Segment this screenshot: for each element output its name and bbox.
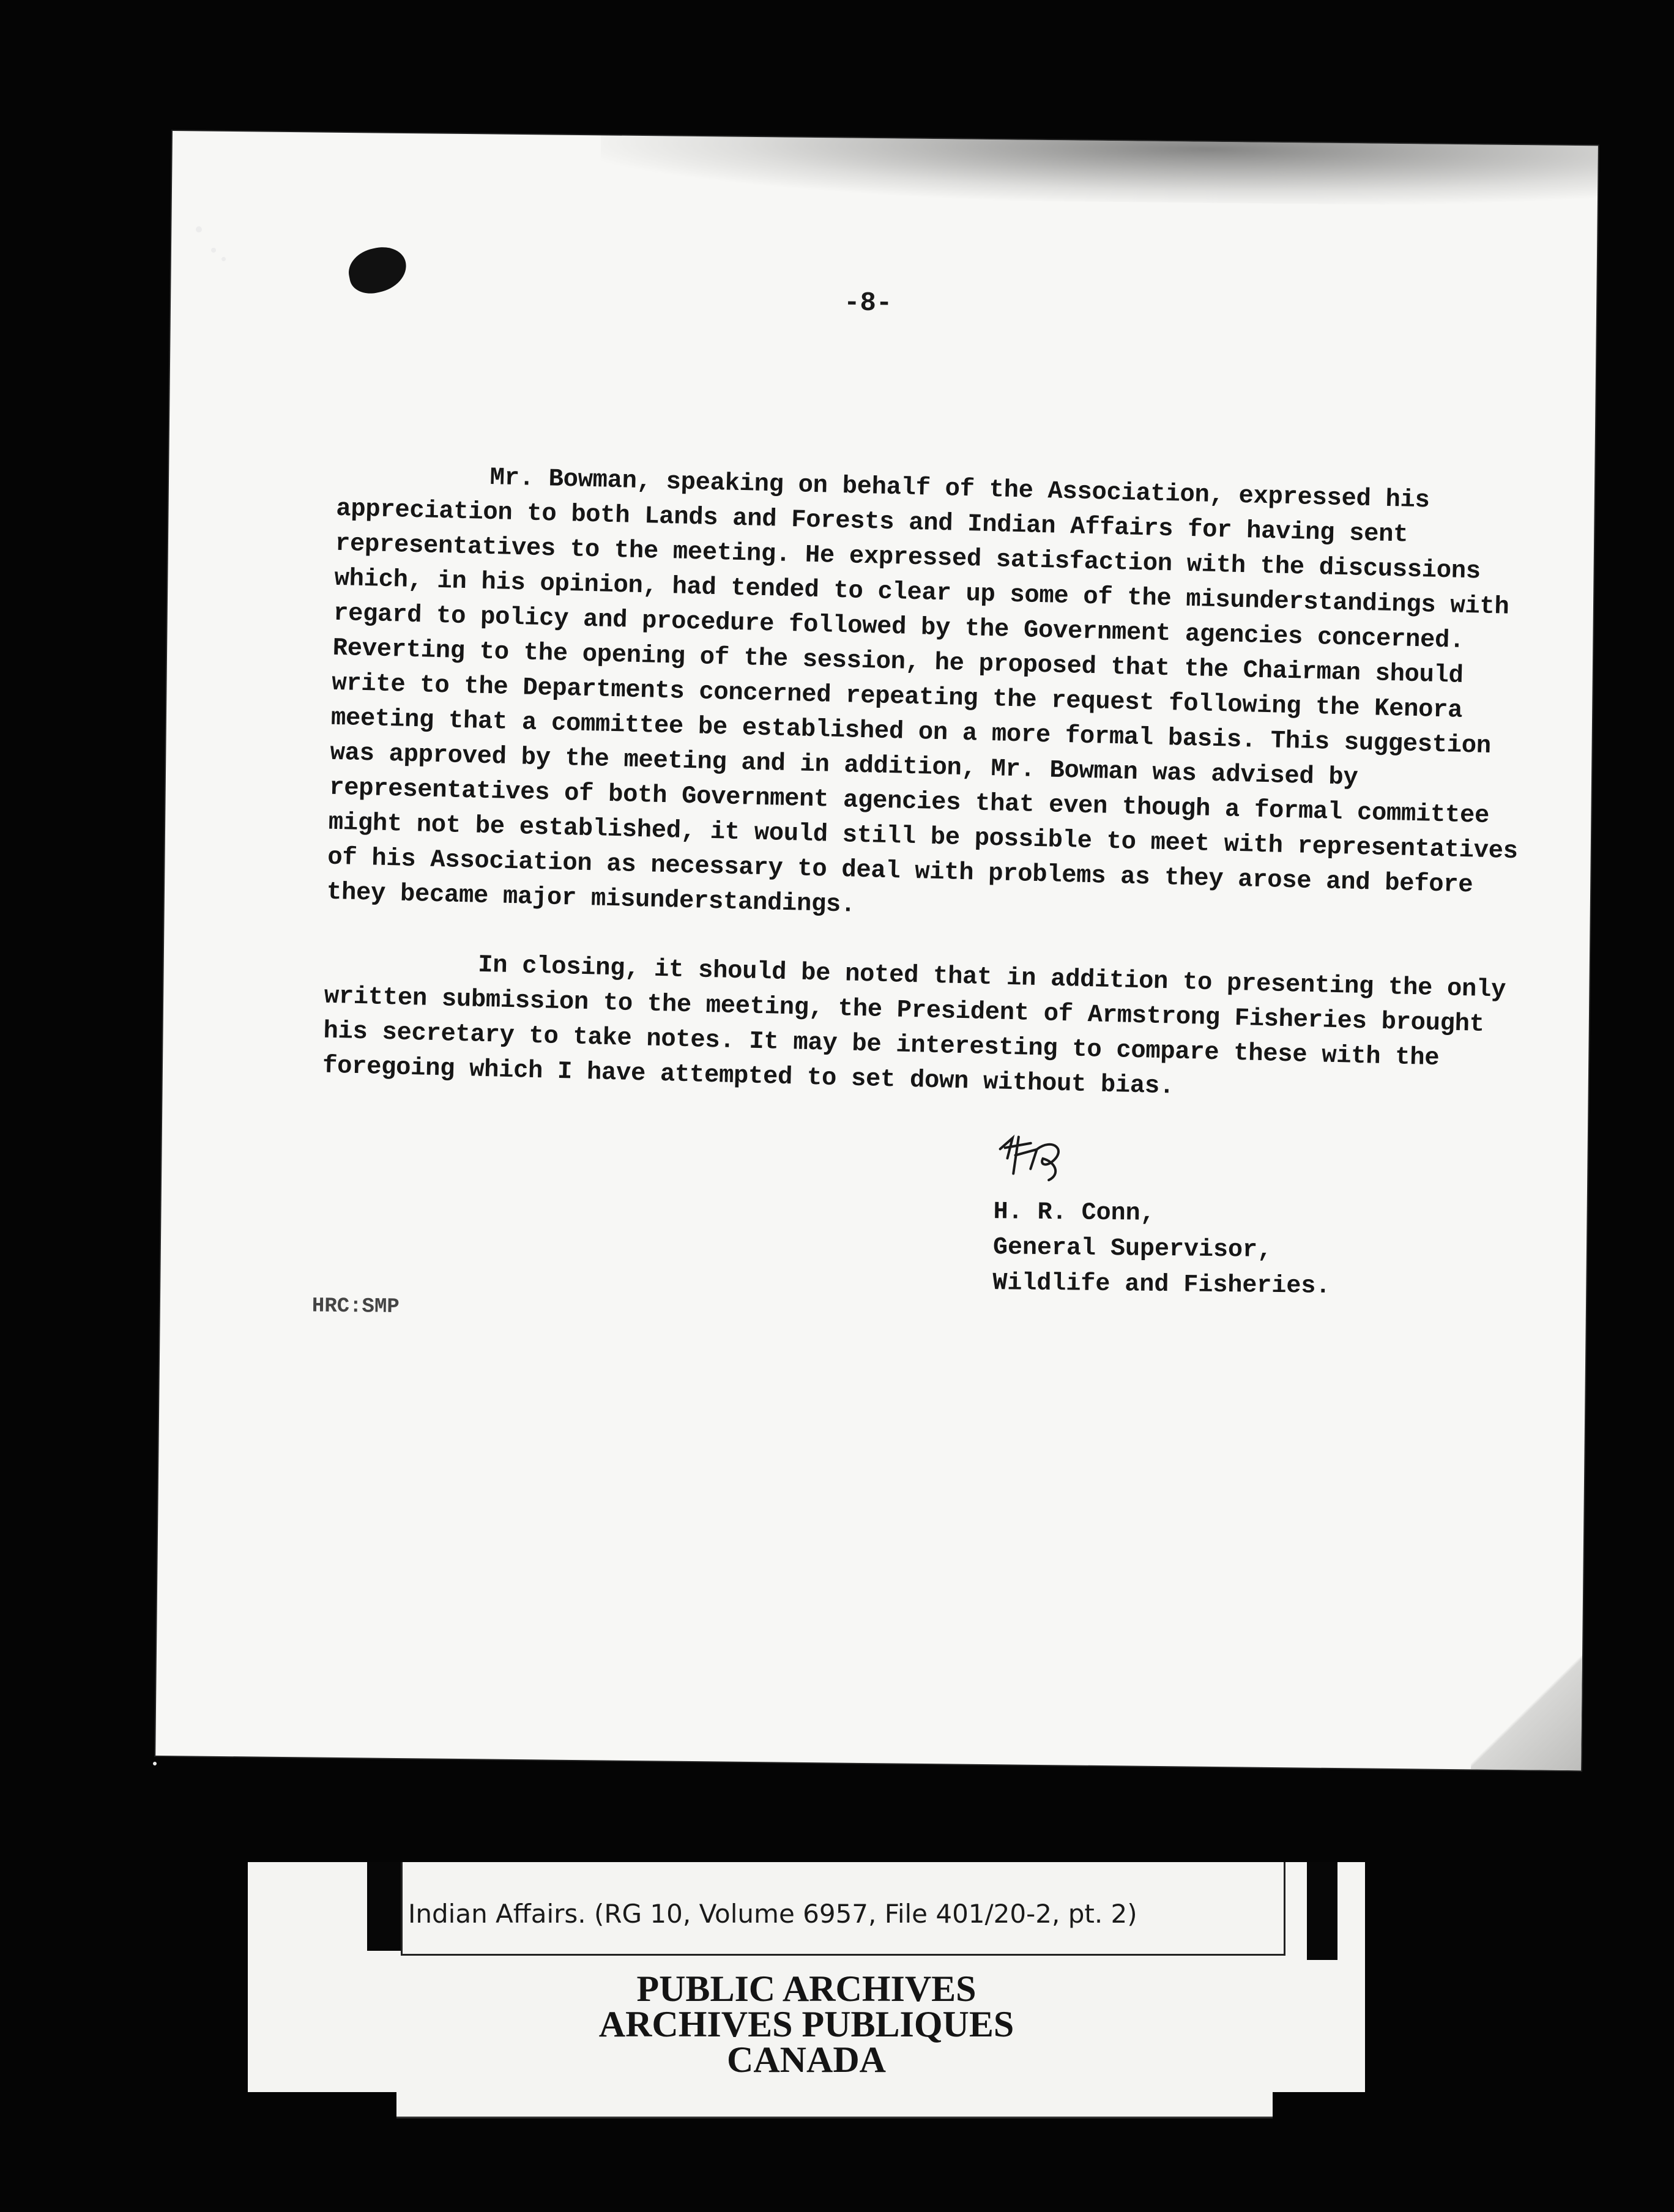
scan-smudge: [600, 131, 1598, 207]
scan-speck: [153, 1762, 157, 1765]
page-number: -8-: [843, 288, 893, 319]
signer-name: H. R. Conn,: [993, 1198, 1155, 1228]
archive-label-card: [248, 1862, 1365, 2092]
archive-reference: Indian Affairs. (RG 10, Volume 6957, File 401/20-2, pt. 2): [408, 1899, 1137, 1929]
paragraph: In closing, it should be noted that in addition to presenting the only written submission to the meeting, the President of Armstrong Fisheries brought his secretary to take notes. It may be interesting to compare these with the foregoing which I have attempted to set down without bias.: [322, 951, 1506, 1101]
archive-name-french: ARCHIVES PUBLIQUES: [598, 2004, 1014, 2044]
handwritten-initials-signature: [994, 1130, 1080, 1186]
reference-initials: HRC:SMP: [311, 1294, 400, 1319]
scan-speck: [211, 248, 216, 253]
archive-name: [248, 1969, 1365, 2080]
signer-division: Wildlife and Fisheries.: [992, 1269, 1331, 1301]
scan-speck: [196, 226, 202, 232]
scan-speck: [221, 257, 226, 261]
letter-body: [321, 457, 1549, 1148]
signer-title: General Supervisor,: [992, 1234, 1273, 1264]
paragraph: Mr. Bowman, speaking on behalf of the Association, expressed his appreciation to both Lands and Forests and Indian Affairs for having sent representatives to the meeting. He expressed satisfaction with the discussions which, in his opinion, had tended to clear up some of the misunderstandings with regard to policy and procedure followed by the Government agencies concerned. Reverting to the opening of the session, he proposed that the Chairman should write to the Departments concerned repeating the request following the Kenora meeting that a committee be established on a more formal basis. This suggestion was approved by the meeting and in addition, Mr. Bowman was advised by representatives of both Government agencies that even though a formal committee might not be established, it would still be possible to meet with representatives of his Association as necessary to deal with problems as they arose and before they became major misunderstandings.: [326, 463, 1519, 919]
archive-name-country: CANADA: [727, 2039, 886, 2080]
archive-name-english: PUBLIC ARCHIVES: [636, 1969, 976, 2009]
card-notch-right: [1307, 1862, 1337, 1960]
page-corner-curl: [1471, 1647, 1582, 1770]
document-page: [155, 131, 1598, 1770]
punch-hole: [344, 243, 410, 297]
signature-block: [992, 1130, 1332, 1305]
card-notch-left: [367, 1862, 401, 1951]
